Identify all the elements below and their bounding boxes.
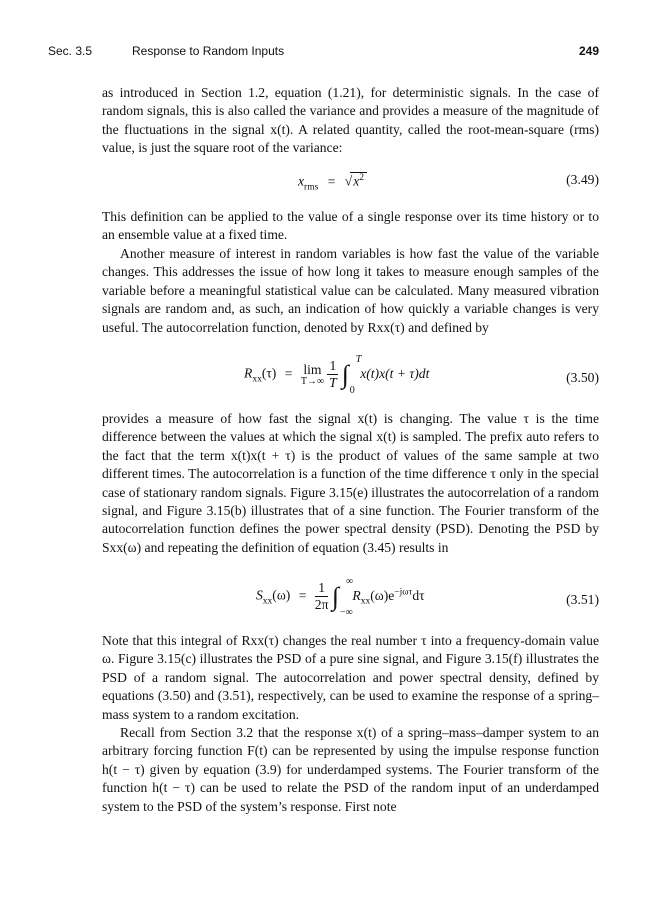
paragraph-6 (102, 724, 599, 816)
chapter-title: Response to Random Inputs (132, 44, 285, 58)
eq-lhs-arg: (ω) (272, 587, 291, 603)
paragraph-1 (102, 84, 599, 158)
paragraph-text: This definition can be applied to the value of a single response over its time history or to an ensemble value at a fixed time. (102, 209, 599, 243)
limit-sub: T→∞ (300, 376, 325, 387)
integrand-sup: −jωτ (394, 587, 413, 598)
equation-number: (3.51) (566, 592, 599, 607)
eq-equals: = (284, 365, 293, 381)
equation-body (298, 172, 367, 192)
integrand-sub: xx (360, 596, 371, 607)
integral-icon: ∫ T 0 (341, 353, 362, 396)
paragraph-text: Another measure of interest in random variables is how fast the value of the variable changes. This addresses the issue of how long it takes to measure enough samples of the variable before a meaningful statistical value can be calculated. Many measured vibration signals are random and, as such, an indication of how quickly a variable changes is very useful. The autocorrelation function, denoted by Rxx(τ) and defined by (102, 246, 599, 335)
integrand (352, 587, 425, 607)
sqrt-icon: √ (344, 173, 353, 189)
equation-number: (3.49) (566, 172, 599, 187)
integral-icon: ∫ ∞ −∞ (331, 575, 354, 618)
integral-lower: 0 (349, 384, 355, 396)
equation-3-51 (102, 575, 599, 622)
equation-3-50 (102, 353, 599, 398)
integral-lower: −∞ (339, 606, 353, 618)
fraction-den: 2π (314, 597, 329, 612)
paragraph-text: Note that this integral of Rxx(τ) changes the real number τ into a frequency-domain value ω. Figure 3.15(c) illustrates the PSD of a pure sine signal, and Figure 3.15(f) illustrates the PSD of a random signal. The autocorrelation and power spectral density, defined by equations (3.50) and (3.51), respectively, can be used to examine the response of a spring–mass system to a random excitation. (102, 633, 599, 722)
section-label: Sec. 3.5 (48, 44, 93, 58)
equation-body (244, 353, 430, 396)
integrand: x(t)x(t + τ)dt (360, 365, 430, 381)
paragraph-3 (102, 245, 599, 337)
integral-upper: ∞ (345, 575, 354, 587)
running-header (48, 44, 599, 64)
radicand-var: x (353, 173, 360, 189)
paragraph-text: as introduced in Section 1.2, equation (1.21), for deterministic signals. In the case of random signals, this is also called the variance and provides a measure of the magnitude of the fluctuations in the signal x(t). A related quantity, called the root-mean-square (rms) value, is just the square root of the variance: (102, 85, 599, 156)
radicand (350, 172, 367, 190)
eq-lhs: R (244, 365, 253, 381)
integrand-r: R (352, 587, 361, 603)
paragraph-4 (102, 410, 599, 557)
integral-upper: T (355, 353, 362, 365)
eq-lhs-sub: xx (262, 596, 273, 607)
eq-equals: = (327, 173, 336, 189)
integrand-arg: (ω)e (370, 587, 395, 603)
fraction-num: 1 (329, 358, 337, 373)
limit (301, 362, 324, 387)
eq-lhs: S (256, 587, 263, 603)
limit-word: lim (303, 362, 322, 377)
paragraph-text: provides a measure of how fast the signal x(t) is changing. The value τ is the time difference between the values at which the signal x(t) is sampled. The prefix auto refers to the fact that the term x(t)x(t + τ) is the product of values of the same sample at two different times. The autocorrelation is a function of the time difference τ only in the special case of stationary random signals. Figure 3.15(e) illustrates the autocorrelation of a random signal, and Figure 3.15(b) illustrates that of a sine function. The Fourier transform of the autocorrelation function defines the power spectral density (PSD). Denoting the PSD by Sxx(ω) and repeating the definition of equation (3.45) results in (102, 411, 599, 555)
fraction (327, 358, 338, 391)
paragraph-2 (102, 208, 599, 245)
eq-equals: = (298, 587, 307, 603)
fraction-num: 1 (315, 580, 329, 597)
eq-lhs-arg: (τ) (261, 365, 277, 381)
equation-number: (3.50) (566, 370, 599, 385)
radicand-sup: 2 (359, 173, 365, 183)
eq-lhs: x (298, 173, 305, 189)
paragraph-text: Recall from Section 3.2 that the response x(t) of a spring–mass–damper system to an arbitrary forcing function F(t) can be represented by using the impulse response function h(t − τ) given by equation (3.9) for underdamped systems. The Fourier transform of the function h(t − τ) can be used to relate the PSD of the random input of an underdamped system to the PSD of the system’s response. First note (102, 725, 599, 814)
eq-lhs-sub: xx (252, 374, 262, 385)
paragraph-5 (102, 632, 599, 724)
fraction (315, 580, 329, 613)
page-number: 249 (578, 44, 599, 58)
equation-3-49 (102, 172, 599, 196)
equation-body (256, 575, 425, 618)
fraction-den: T (329, 375, 337, 390)
integrand-tail: dτ (412, 587, 425, 603)
eq-lhs-sub: rms (304, 182, 319, 193)
